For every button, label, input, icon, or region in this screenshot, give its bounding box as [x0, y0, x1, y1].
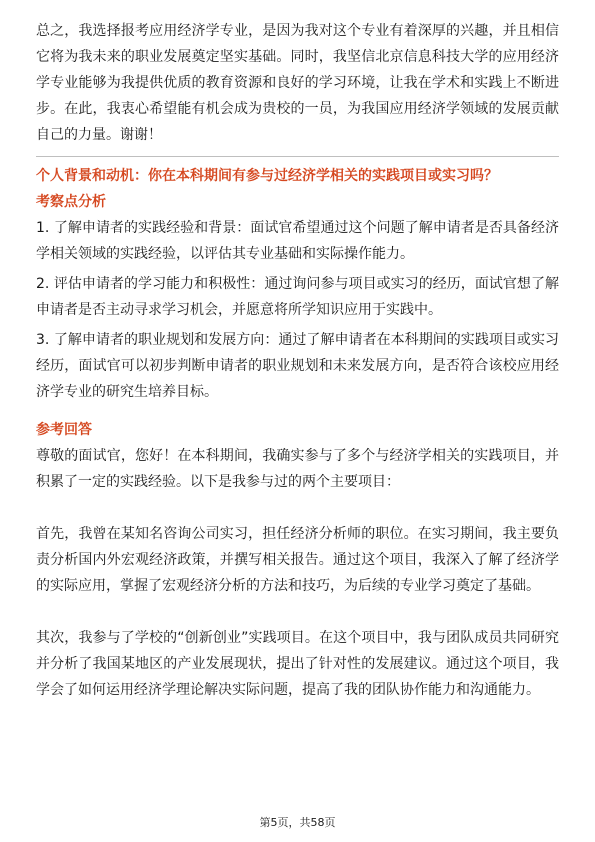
analysis-point: 1. 了解申请者的实践经验和背景：面试官希望通过这个问题了解申请者是否具备经济学相关领域的实践经验，以评估其专业基础和实际操作能力。 — [36, 220, 559, 262]
analysis-title: 考察点分析 — [36, 194, 106, 210]
question-heading: 个人背景和动机：你在本科期间有参与过经济学相关的实践项目或实习吗？ — [36, 168, 498, 184]
analysis-points — [36, 215, 559, 405]
page-number: 第5页，共58页 — [259, 816, 336, 829]
section-divider — [36, 156, 559, 157]
answer-title: 参考回答 — [36, 422, 92, 438]
answer-paragraph: 首先，我曾在某知名咨询公司实习，担任经济分析师的职位。在实习期间，我主要负责分析国内外宏观经济政策，并撰写相关报告。通过这个项目，我深入了解了经济学的实际应用，掌握了宏观经济分析的方法和技巧，为后续的专业学习奠定了基础。 — [36, 526, 559, 594]
answer-paragraph: 尊敬的面试官，您好！在本科期间，我确实参与了多个与经济学相关的实践项目，并积累了一定的实践经验。以下是我参与过的两个主要项目： — [36, 448, 559, 490]
answer-paragraph: 其次，我参与了学校的“创新创业”实践项目。在这个项目中，我与团队成员共同研究并分析了我国某地区的产业发展现状，提出了针对性的发展建议。通过这个项目，我学会了如何运用经济学理论解决实际问题，提高了我的团队协作能力和沟通能力。 — [36, 630, 559, 698]
intro-paragraph: 总之，我选择报考应用经济学专业，是因为我对这个专业有着深厚的兴趣，并且相信它将为我未来的职业发展奠定坚实基础。同时，我坚信北京信息科技大学的应用经济学专业能够为我提供优质的教育资源和良好的学习环境，让我在学术和实践上不断进步。在此，我衷心希望能有机会成为贵校的一员，为我国应用经济学领域的发展贡献自己的力量。谢谢！ — [36, 23, 559, 143]
page-content — [36, 18, 559, 703]
analysis-point: 2. 评估申请者的学习能力和积极性：通过询问参与项目或实习的经历，面试官想了解申请者是否主动寻求学习机会，并愿意将所学知识应用于实践中。 — [36, 276, 559, 318]
analysis-point: 3. 了解申请者的职业规划和发展方向：通过了解申请者在本科期间的实践项目或实习经历，面试官可以初步判断申请者的职业规划和未来发展方向，是否符合该校应用经济学专业的研究生培养目标。 — [36, 332, 559, 400]
